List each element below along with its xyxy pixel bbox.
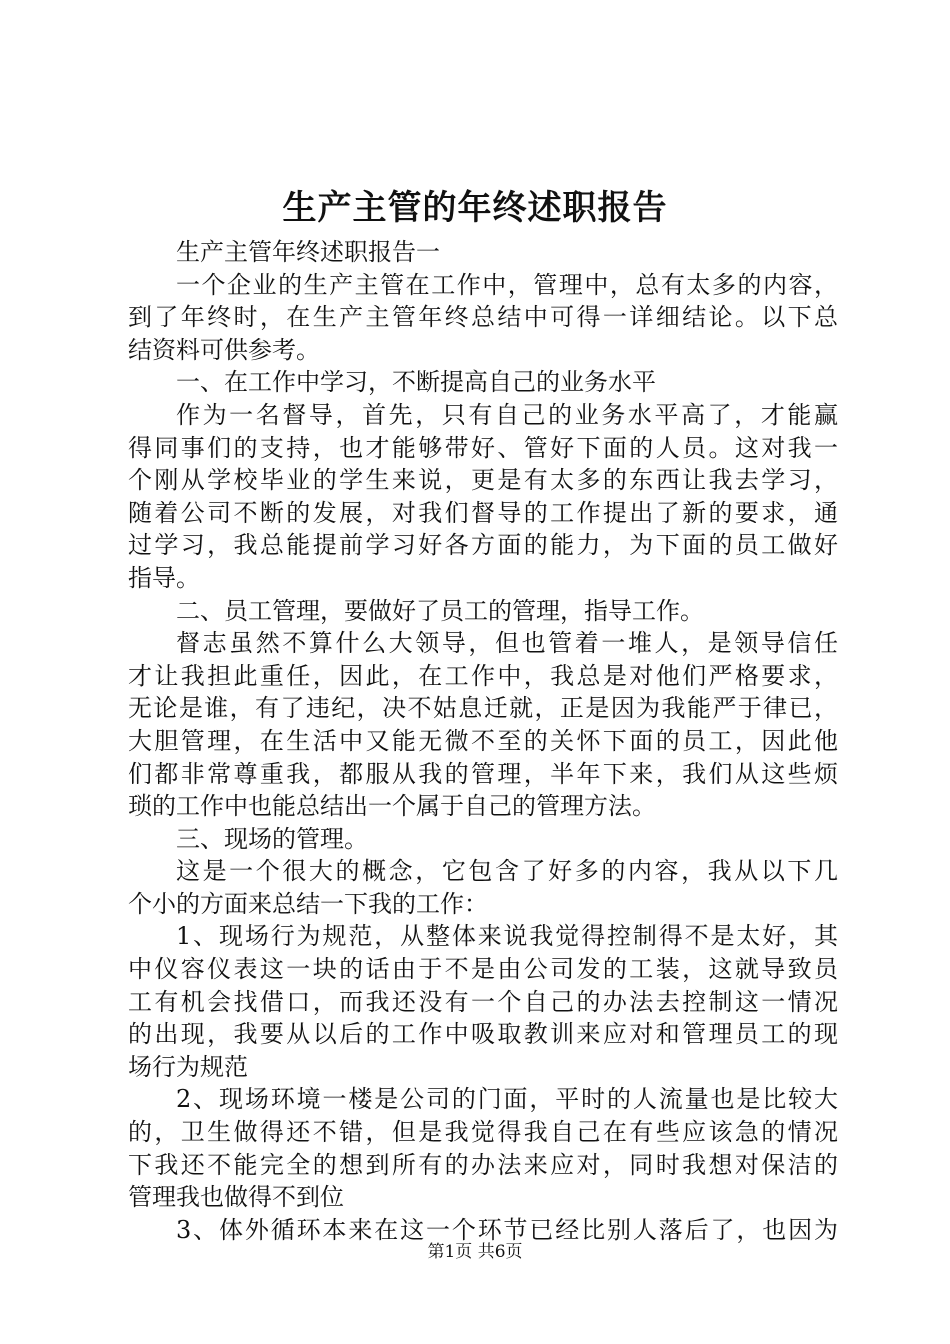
paragraph-line: 琐的工作中也能总结出一个属于自己的管理方法。 xyxy=(128,792,656,821)
document-body xyxy=(128,236,838,1246)
paragraph-line: 个小的方面来总结一下我的工作： xyxy=(128,889,488,918)
paragraph-line: 才让我担此重任，因此，在工作中，我总是对他们严格要求， xyxy=(128,661,838,690)
paragraph-line: 到了年终时，在生产主管年终总结中可得一详细结论。以下总 xyxy=(128,303,838,332)
paragraph-line: 下我还不能完全的想到所有的办法来应对，同时我想对保洁的 xyxy=(128,1150,838,1179)
list-item-line: 2、现场环境一楼是公司的门面，平时的人流量也是比较大 xyxy=(176,1085,838,1114)
list-item-line: 1、现场行为规范，从整体来说我觉得控制得不是太好，其 xyxy=(176,922,838,951)
paragraph-line: 作为一名督导，首先，只有自己的业务水平高了，才能赢 xyxy=(176,400,838,429)
paragraph-line: 的出现，我要从以后的工作中吸取教训来应对和管理员工的现 xyxy=(128,1020,838,1049)
paragraph-line: 大胆管理，在生活中又能无微不至的关怀下面的员工，因此他 xyxy=(128,726,838,755)
paragraph-line: 们都非常尊重我，都服从我的管理，半年下来，我们从这些烦 xyxy=(128,759,838,788)
document-title: 生产主管的年终述职报告 xyxy=(282,188,668,228)
paragraph-line: 中仪容仪表这一块的话由于不是由公司发的工装，这就导致员 xyxy=(128,955,838,984)
paragraph-line: 得同事们的支持，也才能够带好、管好下面的人员。这对我一 xyxy=(128,433,838,462)
paragraph-line: 这是一个很大的概念，它包含了好多的内容，我从以下几 xyxy=(176,857,838,886)
section-heading: 二、员工管理，要做好了员工的管理，指导工作。 xyxy=(176,596,704,625)
paragraph-line: 场行为规范 xyxy=(128,1052,248,1081)
paragraph-line: 结资料可供参考。 xyxy=(128,335,320,364)
section-heading: 一、在工作中学习，不断提高自己的业务水平 xyxy=(176,368,656,397)
paragraph-line: 督志虽然不算什么大领导，但也管着一堆人，是领导信任 xyxy=(176,629,838,658)
paragraph-line: 的，卫生做得还不错，但是我觉得我自己在有些应该急的情况 xyxy=(128,1118,838,1147)
paragraph-line: 管理我也做得不到位 xyxy=(128,1183,344,1212)
paragraph-line: 工有机会找借口，而我还没有一个自己的办法去控制这一情况 xyxy=(128,987,838,1016)
paragraph-line: 一个企业的生产主管在工作中，管理中，总有太多的内容， xyxy=(176,270,838,299)
paragraph-line: 无论是谁，有了违纪，决不姑息迁就，正是因为我能严于律已， xyxy=(128,694,838,723)
paragraph-line: 过学习，我总能提前学习好各方面的能力，为下面的员工做好 xyxy=(128,531,838,560)
paragraph-line: 随着公司不断的发展，对我们督导的工作提出了新的要求，通 xyxy=(128,498,838,527)
paragraph-line: 个刚从学校毕业的学生来说，更是有太多的东西让我去学习， xyxy=(128,466,838,495)
paragraph-line: 指导。 xyxy=(128,563,200,592)
list-item-line: 3、体外循环本来在这一个环节已经比别人落后了，也因为 xyxy=(176,1215,838,1244)
section-heading: 生产主管年终述职报告一 xyxy=(176,238,440,266)
page-number: 第1页 共6页 xyxy=(427,1242,523,1262)
section-heading: 三、现场的管理。 xyxy=(176,824,368,853)
